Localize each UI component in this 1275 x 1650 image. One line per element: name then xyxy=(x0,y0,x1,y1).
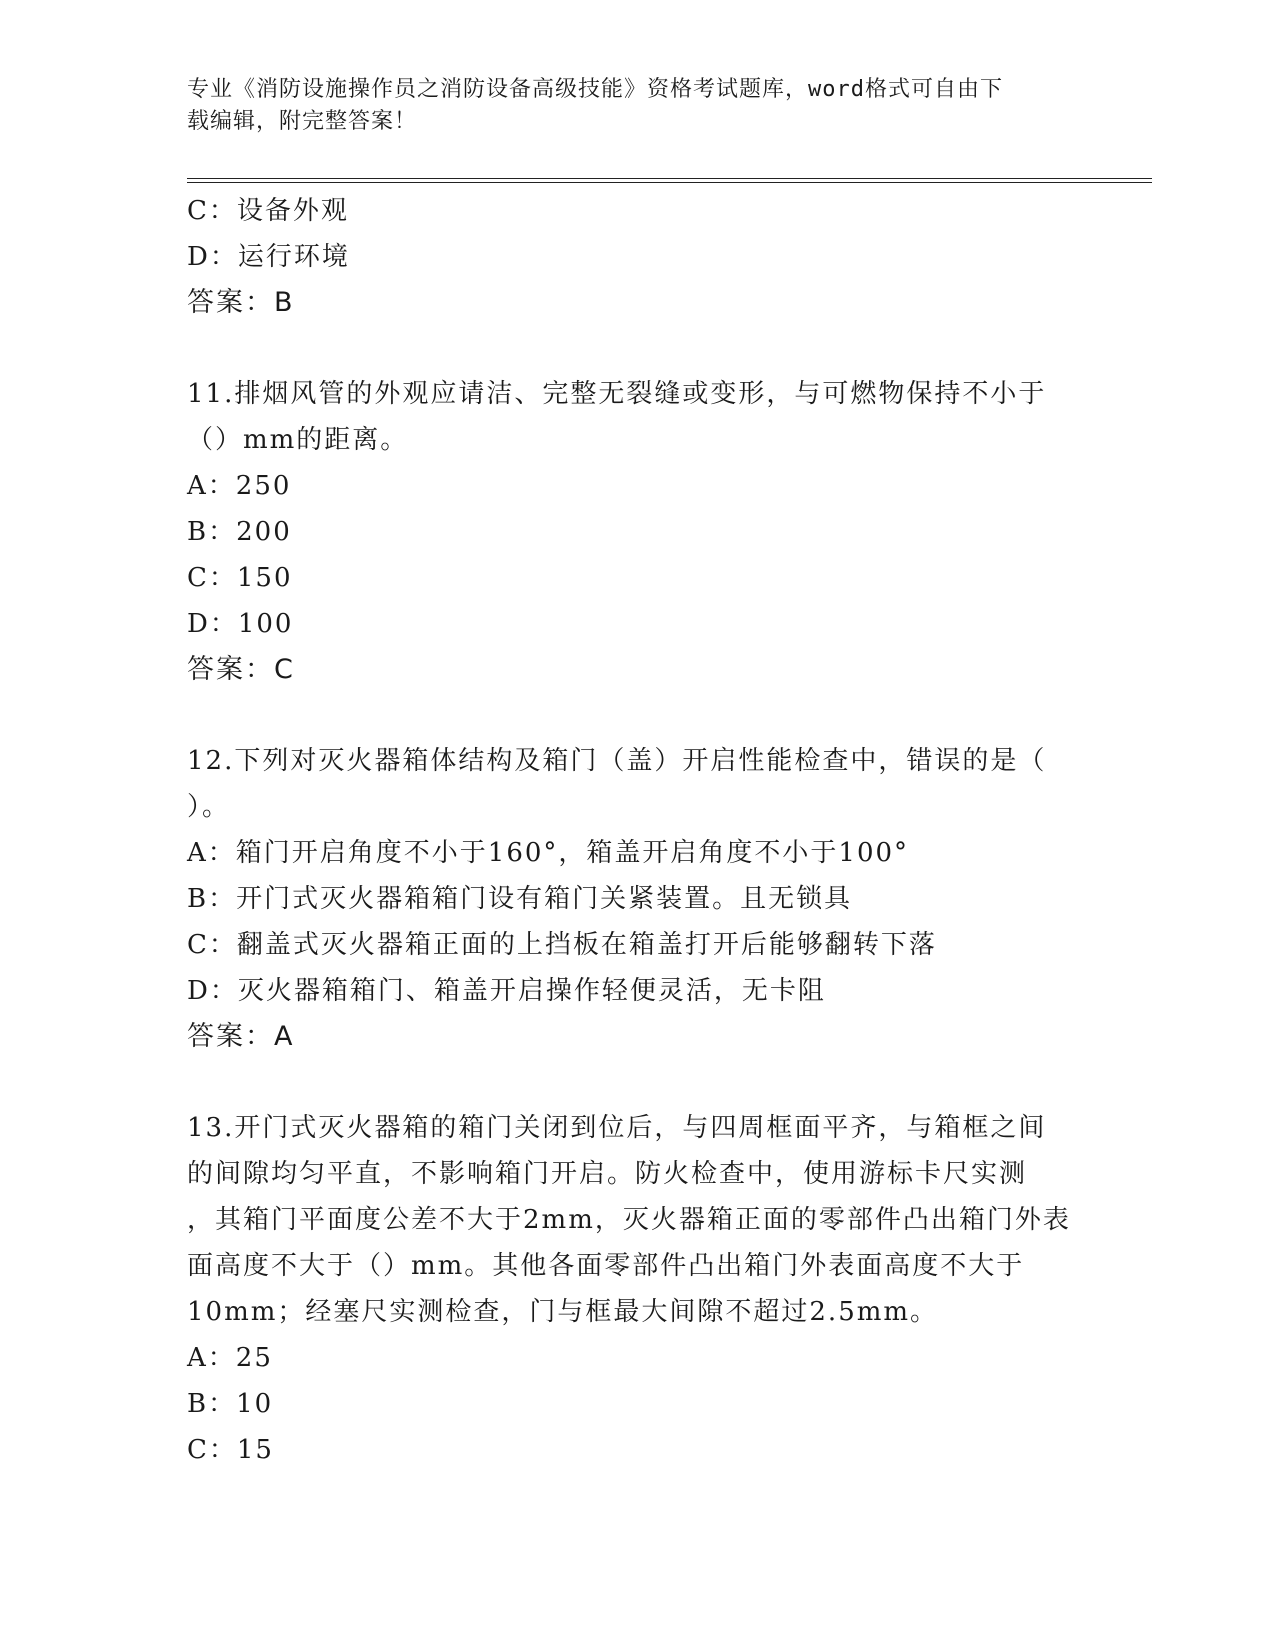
question-stem-line: ）。 xyxy=(187,792,231,822)
option-a: A：箱门开启角度不小于160°，箱盖开启角度不小于100° xyxy=(187,838,910,868)
question-stem-line: 12.下列对灭火器箱体结构及箱门（盖）开启性能检查中，错误的是（ xyxy=(187,746,1047,776)
question-13 xyxy=(187,1105,1087,1473)
option-b: B：10 xyxy=(187,1389,274,1419)
option-b: B：200 xyxy=(187,517,292,547)
question-stem-line: 面高度不大于（）mm。其他各面零部件凸出箱门外表面高度不大于 xyxy=(187,1251,1025,1281)
option-c: C：150 xyxy=(187,563,293,593)
question-stem-line: 的间隙均匀平直，不影响箱门开启。防火检查中，使用游标卡尺实测 xyxy=(187,1159,1028,1189)
option-d: D：运行环境 xyxy=(187,242,350,272)
answer-line: 答案：B xyxy=(187,287,295,318)
question-stem-line: 11.排烟风管的外观应请洁、完整无裂缝或变形，与可燃物保持不小于 xyxy=(187,379,1047,409)
question-12 xyxy=(187,738,1087,1060)
option-a: A：25 xyxy=(187,1343,273,1373)
document-body xyxy=(187,188,1087,1473)
header-line-2: 载编辑，附完整答案！ xyxy=(187,109,418,134)
option-d: D：灭火器箱箱门、箱盖开启操作轻便灵活，无卡阻 xyxy=(187,976,826,1006)
question-stem-line: 13.开门式灭火器箱的箱门关闭到位后，与四周框面平齐，与箱框之间 xyxy=(187,1113,1047,1143)
question-11 xyxy=(187,371,1087,693)
question-stem-line: 10mm；经塞尺实测检查，门与框最大间隙不超过2.5mm。 xyxy=(187,1297,939,1327)
header-divider xyxy=(187,178,1152,183)
option-c: C：15 xyxy=(187,1435,274,1465)
option-b: B：开门式灭火器箱箱门设有箱门关紧装置。且无锁具 xyxy=(187,884,853,914)
question-stem-line: ，其箱门平面度公差不大于2mm，灭火器箱正面的零部件凸出箱门外表 xyxy=(187,1205,1071,1235)
option-d: D：100 xyxy=(187,609,294,639)
question-stem-line: （）mm的距离。 xyxy=(187,425,409,455)
option-a: A：250 xyxy=(187,471,292,501)
answer-line: 答案：C xyxy=(187,654,295,685)
page-header xyxy=(187,74,1067,138)
question-10-tail xyxy=(187,188,1087,326)
answer-line: 答案：A xyxy=(187,1021,295,1052)
header-line-1: 专业《消防设施操作员之消防设备高级技能》资格考试题库，word格式可自由下 xyxy=(187,77,1003,102)
option-c: C：设备外观 xyxy=(187,196,349,226)
option-c: C：翻盖式灭火器箱正面的上挡板在箱盖打开后能够翻转下落 xyxy=(187,930,937,960)
